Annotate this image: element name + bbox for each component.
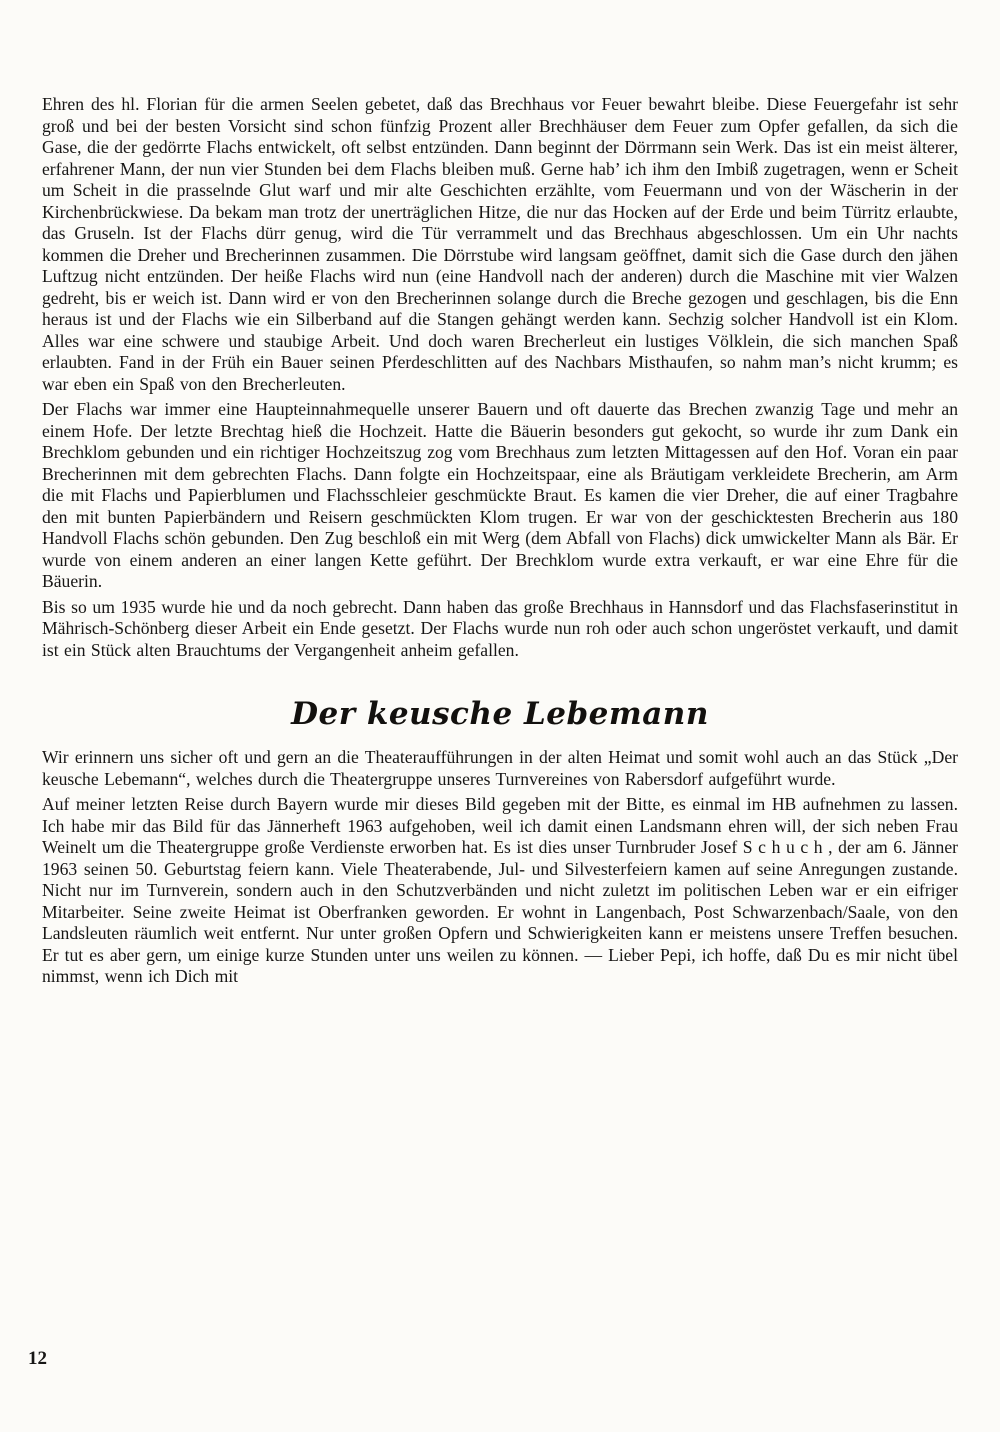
paragraph-lebemann-2: Auf meiner letzten Reise durch Bayern wurde mir dieses Bild gegeben mit der Bitte, es einmal im HB aufnehmen zu lassen. Ich habe mir das Bild für das Jännerheft 1963 aufgehoben, weil ich damit einen Landsmann ehren will, der sich neben Frau Weinelt um die Theatergruppe große Verdienste erworben hat. Es ist dies unser Turnbruder Josef S c h u c h , der am 6. Jänner 1963 seinen 50. Geburtstag feiern kann. Viele Theaterabende, Jul- und Silvesterfeiern kamen auf seine Anregungen zustande. Nicht nur im Turnverein, sondern auch in den Schutzverbänden und nicht zuletzt im politischen Leben war er ein eifriger Mitarbeiter. Seine zweite Heimat ist Oberfranken geworden. Er wohnt in Langenbach, Post Schwarzenbach/Saale, von den Landsleuten räumlich weit entfernt. Nur unter großen Opfern und Schwierigkeiten kann er meistens unsere Treffen besuchen. Er tut es aber gern, um einige kurze Stunden unter uns weilen zu können. — Lieber Pepi, ich hoffe, daß Du es mir nicht übel nimmst, wenn ich Dich mit xyxy=(42,794,958,986)
section-heading-lebemann: Der keusche Lebemann xyxy=(291,696,709,732)
paragraph-lebemann-1: Wir erinnern uns sicher oft und gern an die Theateraufführungen in der alten Heimat und somit wohl auch an das Stück „Der keusche Lebemann“, welches durch die Theatergruppe unseres Turnvereines von Rabersdorf aufgeführt wurde. xyxy=(42,747,958,789)
page-number: 12 xyxy=(28,1348,47,1369)
text-column xyxy=(42,94,958,992)
paragraph-flachs-2: Der Flachs war immer eine Haupteinnahmequelle unserer Bauern und oft dauerte das Brechen zwanzig Tage und mehr an einem Hofe. Der letzte Brechtag hieß die Hochzeit. Hatte die Bäuerin besonders gut gekocht, so wurde ihr zum Dank ein Brechklom gebunden und ein richtiger Hochzeitszug zog vom Brechhaus zum letzten Mittagessen auf den Hof. Voran ein paar Brecherinnen mit dem gebrechten Flachs. Dann folgte ein Hochzeitspaar, eine als Bräutigam verkleidete Brecherin, am Arm die mit Flachs und Papierblumen und Flachsschleier geschmückte Braut. Es kamen die vier Dreher, die auf einer Tragbahre den mit bunten Papierbändern und Reisern geschmückten Klom trugen. Er war von der geschicktesten Brecherin aus 180 Handvoll Flachs schön gebunden. Den Zug beschloß ein mit Werg (dem Abfall von Flachs) dick umwickelter Mann als Bär. Er wurde von einem anderen an einer langen Kette geführt. Der Brechklom wurde extra verkauft, er war eine Ehre für die Bäuerin. xyxy=(42,399,958,591)
paragraph-flachs-1: Ehren des hl. Florian für die armen Seelen gebetet, daß das Brechhaus vor Feuer bewahrt bleibe. Diese Feuergefahr ist sehr groß und bei der besten Vorsicht sind schon fünfzig Prozent aller Brechhäuser dem Feuer zum Opfer gefallen, da sich die Gase, die der gedörrte Flachs entwickelt, oft selbst entzünden. Dann beginnt der Dörrmann sein Werk. Das ist ein meist älterer, erfahrener Mann, der nun vier Stunden bei dem Flachs bleiben muß. Gerne hab’ ich ihm den Imbiß zugetragen, wenn er Scheit um Scheit in die prasselnde Glut warf und mir alte Geschichten erzählte, vom Feuermann und von der Wäscherin in der Kirchenbrückwiese. Da bekam man trotz der unerträglichen Hitze, die nur das Hocken auf der Erde und beim Türritz erlaubte, das Gruseln. Ist der Flachs dürr genug, wird die Tür verrammelt und das Brechhaus abgeschlossen. Um ein Uhr nachts kommen die Dreher und Brecherinnen zusammen. Die Dörrstube wird langsam geöffnet, damit sich die Gase durch den jähen Luftzug nicht entzünden. Der heiße Flachs wird nun (eine Handvoll nach der anderen) durch die Maschine mit vier Walzen gedreht, bis er weich ist. Dann wird er von den Brecherinnen solange durch die Breche gezogen und geschlagen, bis die Enn heraus ist und der Flachs wie ein Silberband auf die Stangen gehängt werden kann. Sechzig solcher Handvoll ist ein Klom. Alles war eine schwere und staubige Arbeit. Und doch waren Brecherleut ein lustiges Völklein, die sich manchen Spaß erlaubten. Fand in der Früh ein Bauer seinen Pferdeschlitten auf des Nachbars Misthaufen, so nahm man’s nicht krumm; es war eben ein Spaß von den Brecherleuten. xyxy=(42,94,958,394)
paragraph-flachs-3: Bis so um 1935 wurde hie und da noch gebrecht. Dann haben das große Brechhaus in Hannsdorf und das Flachsfaserinstitut in Mährisch-Schönberg dieser Arbeit ein Ende gesetzt. Der Flachs wurde nun roh oder auch schon ungeröstet verkauft, und damit ist ein Stück alten Brauchtums der Vergangenheit anheim gefallen. xyxy=(42,596,958,660)
